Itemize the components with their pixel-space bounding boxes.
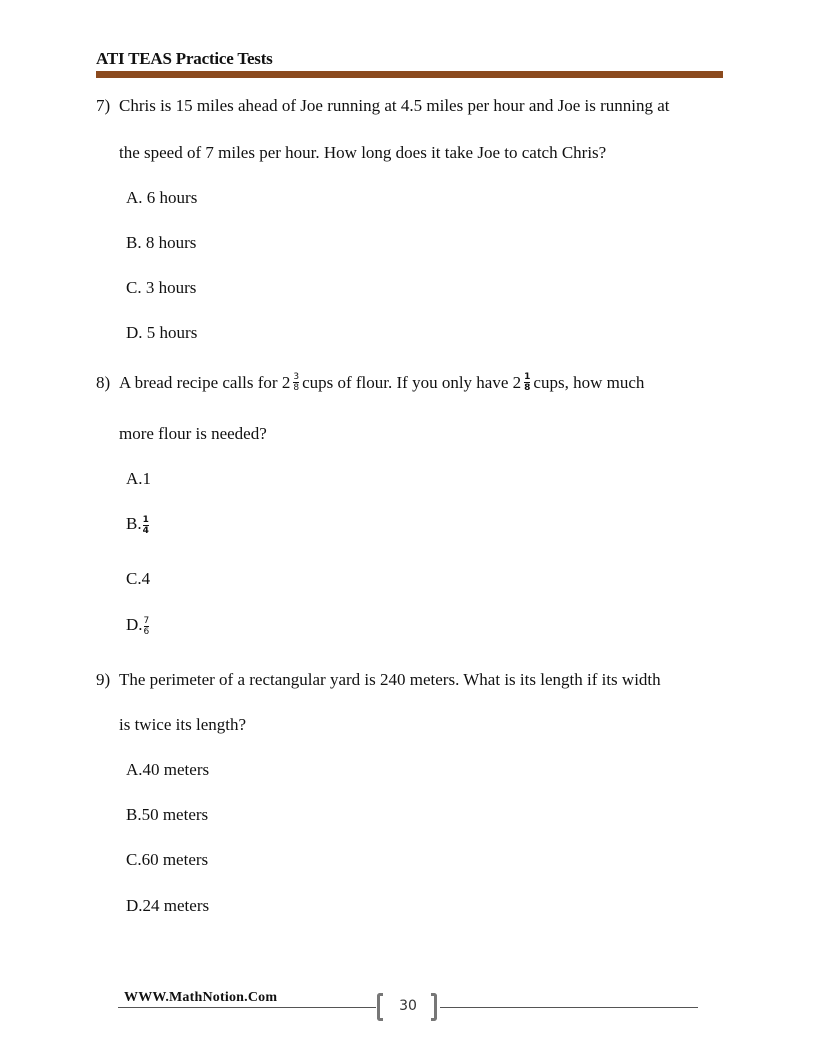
page-bracket-right <box>431 993 437 1021</box>
option-7b[interactable]: B. 8 hours <box>126 233 197 252</box>
option-label: B. <box>126 514 142 533</box>
option-9b[interactable]: B.50 meters <box>126 805 209 824</box>
page-header-title: ATI TEAS Practice Tests <box>96 49 273 68</box>
footer-rule <box>118 1007 376 1008</box>
fraction-numerator: 1 <box>142 514 149 525</box>
page-number: 30 <box>399 998 417 1014</box>
question-number: 8) <box>96 373 111 392</box>
question-text-line2: is twice its length? <box>119 715 247 734</box>
option-7c[interactable]: C. 3 hours <box>126 278 197 297</box>
option-9d[interactable]: D.24 meters <box>126 896 210 915</box>
text-segment: cups of flour. If you only have 2 <box>302 373 522 392</box>
question-text-line1: Chris is 15 miles ahead of Joe running at 4.5 miles per hour and Joe is running at <box>119 96 670 115</box>
fraction-denominator: 8 <box>524 382 531 393</box>
footer-rule <box>440 1007 698 1008</box>
option-value: 4 <box>141 569 151 588</box>
option-label: D. <box>126 615 143 634</box>
question-text-line1: The perimeter of a rectangular yard is 240 meters. What is its length if its width <box>119 670 661 689</box>
question-text-line2: more flour is needed? <box>119 424 267 443</box>
fraction <box>143 515 149 536</box>
header-rule <box>96 71 723 78</box>
option-value: 1 <box>142 469 152 488</box>
option-9c[interactable]: C.60 meters <box>126 850 209 869</box>
fraction-denominator: 4 <box>142 525 149 536</box>
fraction-numerator: 1 <box>524 371 531 382</box>
option-7d[interactable]: D. 5 hours <box>126 323 198 342</box>
option-label: C. <box>126 569 142 588</box>
footer-website: WWW.MathNotion.Com <box>124 990 278 1005</box>
text-segment: A bread recipe calls for 2 <box>119 373 291 392</box>
fraction-numerator: 3 <box>293 371 300 382</box>
question-text-line1 <box>119 373 644 395</box>
option-label: A. <box>126 469 143 488</box>
fraction <box>524 372 530 393</box>
fraction <box>293 372 299 393</box>
question-text-line2: the speed of 7 miles per hour. How long does it take Joe to catch Chris? <box>119 143 607 162</box>
fraction-denominator: 6 <box>143 626 150 637</box>
option-8d[interactable] <box>126 615 152 637</box>
option-9a[interactable]: A.40 meters <box>126 760 210 779</box>
option-7a[interactable]: A. 6 hours <box>126 188 198 207</box>
text-segment: cups, how much <box>533 373 645 392</box>
fraction-denominator: 8 <box>293 382 300 393</box>
fraction <box>144 616 150 637</box>
option-8b[interactable] <box>126 514 152 536</box>
question-number: 9) <box>96 670 111 689</box>
option-8c[interactable] <box>126 569 150 589</box>
question-number: 7) <box>96 96 111 115</box>
page-bracket-left <box>377 993 383 1021</box>
fraction-numerator: 7 <box>143 615 150 626</box>
option-8a[interactable] <box>126 469 151 489</box>
